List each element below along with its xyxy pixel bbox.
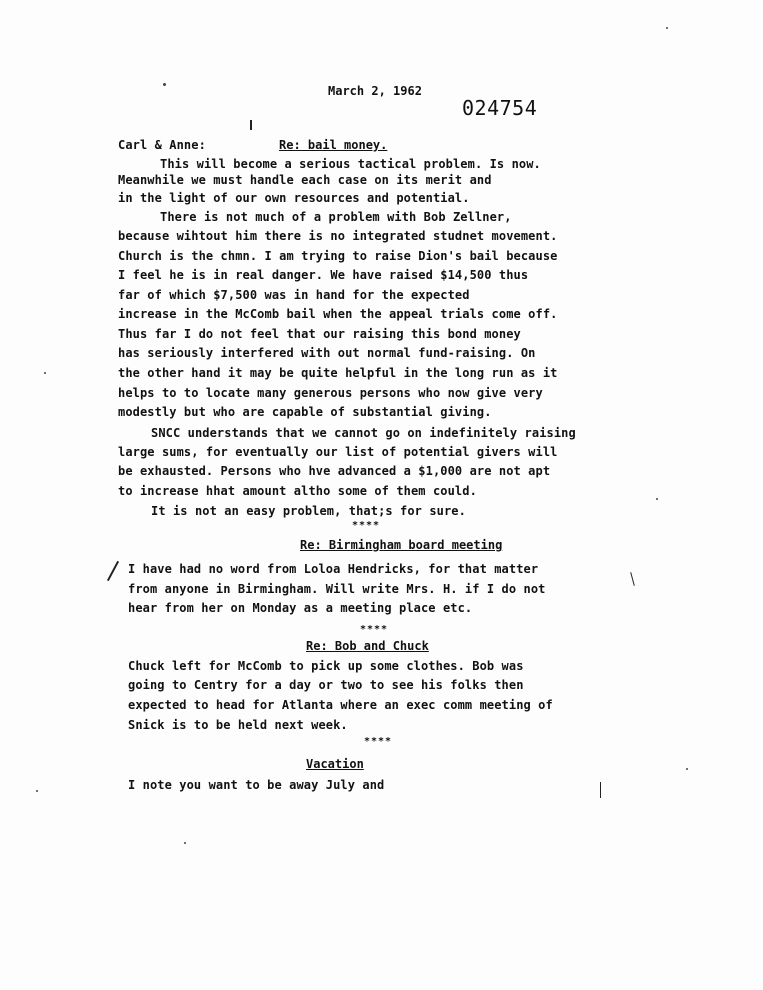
scan-speck (36, 790, 38, 792)
body-line: helps to to locate many generous persons who now give very (118, 386, 543, 400)
body-line: because wihtout him there is no integrated studnet movement. (118, 229, 558, 243)
body-line: to increase hhat amount altho some of them could. (118, 484, 477, 498)
body-line: increase in the McComb bail when the appeal trials come off. (118, 307, 558, 321)
document-number: 024754 (462, 96, 538, 120)
pen-mark (250, 120, 252, 130)
pen-mark (107, 561, 119, 581)
body-line: It is not an easy problem, that;s for sure. (151, 504, 466, 518)
scan-speck (656, 498, 658, 500)
scan-speck (666, 27, 668, 29)
body-line: in the light of our own resources and potential. (118, 191, 470, 205)
body-line: large sums, for eventually our list of potential givers will (118, 445, 558, 459)
birmingham-heading: Re: Birmingham board meeting (300, 538, 503, 552)
body-line: Church is the chmn. I am trying to raise Dion's bail because (118, 249, 558, 263)
body-line: going to Centry for a day or two to see his folks then (128, 678, 524, 692)
body-line: hear from her on Monday as a meeting place etc. (128, 601, 473, 615)
body-line: has seriously interfered with out normal fund-raising. On (118, 346, 536, 360)
salutation: Carl & Anne: (118, 138, 206, 152)
section-separator: **** (360, 624, 389, 635)
body-line: be exhausted. Persons who hve advanced a $1,000 are not apt (118, 464, 551, 478)
bob-and-chuck-heading: Re: Bob and Chuck (306, 639, 429, 653)
body-line: the other hand it may be quite helpful in the long run as it (118, 366, 558, 380)
body-line: Snick is to be held next week. (128, 718, 348, 732)
body-line: I feel he is in real danger. We have raised $14,500 thus (118, 268, 529, 282)
body-line: from anyone in Birmingham. Will write Mrs. H. if I do not (128, 582, 546, 596)
pen-mark (600, 782, 601, 798)
body-line: modestly but who are capable of substantial giving. (118, 405, 492, 419)
body-line: Meanwhile we must handle each case on its merit and (118, 173, 492, 187)
body-line: Thus far I do not feel that our raising this bond money (118, 327, 521, 341)
body-line: expected to head for Atlanta where an exec comm meeting of (128, 698, 553, 712)
body-line: I have had no word from Loloa Hendricks, for that matter (128, 562, 539, 576)
body-line: SNCC understands that we cannot go on indefinitely raising (151, 426, 576, 440)
subject-heading: Re: bail money. (279, 138, 388, 152)
body-line: Chuck left for McComb to pick up some clothes. Bob was (128, 659, 524, 673)
body-line: I note you want to be away July and (128, 778, 385, 792)
section-separator: **** (364, 736, 393, 747)
scan-speck (44, 372, 46, 374)
vacation-heading: Vacation (306, 757, 364, 771)
letter-date: March 2, 1962 (328, 84, 422, 98)
pen-mark (630, 572, 635, 586)
body-line: There is not much of a problem with Bob Zellner, (160, 210, 512, 224)
scan-speck (184, 842, 186, 844)
body-line: This will become a serious tactical problem. Is now. (160, 157, 541, 171)
section-separator: **** (352, 520, 381, 531)
scan-speck (686, 768, 688, 770)
body-line: far of which $7,500 was in hand for the expected (118, 288, 470, 302)
scan-speck (163, 83, 166, 86)
